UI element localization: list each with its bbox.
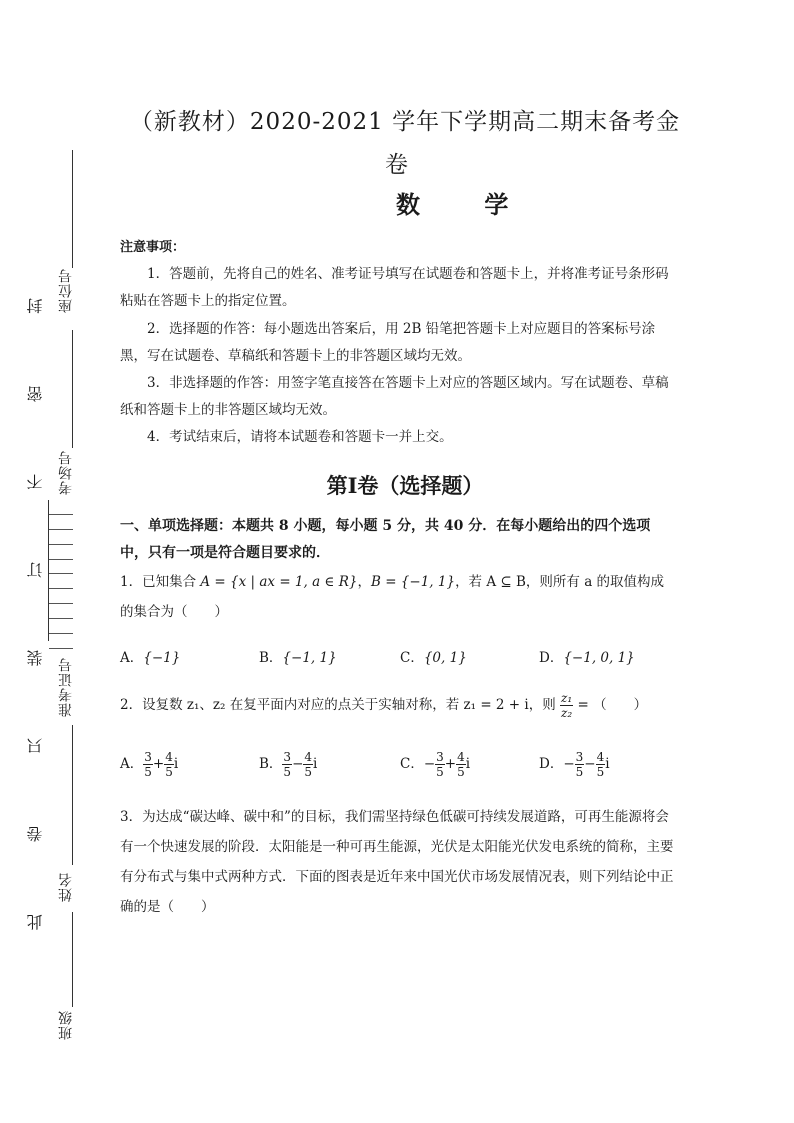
q1-option-d-text: {−1, 0, 1} [563,650,635,666]
q2-option-d-sign: − [563,756,575,772]
seal-char-1: 封 [26,298,45,314]
q1-option-a-label: A． [120,650,144,666]
frac-den: 5 [575,765,584,779]
frac-den: 5 [304,765,313,779]
q2-option-a-op: + [152,756,165,772]
exam-title: （新教材）2020-2021 学年下学期高二期末备考金 [129,109,681,135]
q2-option-d-label: D． [539,756,564,772]
frac-den: 5 [596,765,605,779]
seal-char-2: 密 [26,386,45,402]
q2-option-a-label: A． [120,756,144,772]
frac-num: 4 [596,750,605,764]
q1-option-c-text: {0, 1} [423,650,467,666]
q1-option-d-label: D． [539,650,564,666]
q2-prefix: 2．设复数 z₁、z₂ 在复平面内对应的点关于实轴对称，若 z₁ = 2 + i，则 [120,697,556,713]
margin-line-class [72,912,73,1007]
q2-option-c-frac2 [456,750,466,779]
ticket-number-label: 准考证号 [58,657,74,717]
q2-option-c-sign: − [423,756,436,772]
notice-item-4: 4．考试结束后，请将本试题卷和答题卡一并上交。 [147,429,453,445]
q1-option-a-text: {−1} [143,650,181,666]
frac-den: 5 [457,765,465,779]
q2-option-d-frac1 [575,750,585,779]
margin-line-room [72,330,73,448]
question-1 [120,567,676,627]
frac-num: 4 [304,750,313,764]
q2-option-a [120,750,178,779]
imaginary-unit: i [605,756,610,772]
frac-num: 3 [144,750,152,764]
q1-stem-rest: ，若 A ⊆ B，则所有 a 的取值构成的集合为（ ） [120,574,665,620]
q2-option-b-op: − [292,756,304,772]
seal-char-3: 不 [26,474,45,490]
frac-den: 5 [165,765,173,779]
q1-option-d [539,646,635,666]
seal-char-7: 卷 [26,826,45,842]
q1-prefix: 1．已知集合 [120,574,201,590]
seal-char-5: 装 [26,650,45,666]
seat-number-label: 座位号 [58,268,74,313]
q2-option-d [539,750,610,779]
notice-item-2: 2．选择题的作答：每小题选出答案后，用 2B 铅笔把答题卡上对应题目的答案标号涂黑，写在试题卷、草稿纸和答题卡上的非答题区域均无效。 [120,321,656,364]
section-title: 第Ⅰ卷（选择题） [326,473,484,498]
part1-heading: 一、单项选择题：本题共 8 小题，每小题 5 分，共 40 分．在每小题给出的四个选项中，只有一项是符合题目要求的． [120,518,651,561]
notice-item-3: 3．非选择题的作答：用签字笔直接答在答题卡上对应的答题区域内。写在试题卷、草稿纸和答题卡上的非答题区域均无效。 [120,375,669,418]
q1-option-c-label: C． [400,650,424,666]
ticket-number-grid [48,500,75,641]
q2-suffix: = （ ） [573,697,648,713]
q1-set-a: A = {x | ax = 1, a ∈ R} [200,574,358,590]
imaginary-unit: i [313,756,318,772]
q2-fraction [560,691,573,720]
frac-num: 3 [575,750,584,764]
notice-item-1: 1．答题前，先将自己的姓名、准考证号填写在试题卷和答题卡上，并将准考证号条形码粘贴在答题卡上的指定位置。 [120,266,669,309]
frac-den: 5 [436,765,444,779]
margin-line-seat [72,150,73,268]
frac-num: 3 [283,750,292,764]
q1-sep: ， [357,574,371,590]
q1-option-b-label: B． [259,650,283,666]
imaginary-unit: i [465,756,471,772]
class-label: 班级 [58,1010,74,1040]
question-3: 3．为达成“碳达峰、碳中和”的目标，我们需坚持绿色低碳可持续发展道路，可再生能源将会有一个快速发展的阶段．太阳能是一种可再生能源，光伏是太阳能光伏发电系统的简称，主要有分布式与集中式两种方式．下面的图表是近年来中国光伏市场发展情况表，则下列结论中正确的是（ ） [120,809,674,915]
exam-title-continued: 卷 [385,152,408,178]
q2-frac-den: z₂ [561,706,573,720]
q2-option-d-frac2 [596,750,606,779]
q1-set-b: B = {−1, 1} [370,574,456,590]
q2-option-c-label: C． [400,756,424,772]
q2-option-b-frac1 [282,750,292,779]
seal-char-8: 此 [26,914,45,930]
frac-den: 5 [144,765,152,779]
q2-option-d-op: − [584,756,596,772]
imaginary-unit: i [173,756,179,772]
q1-option-a [120,646,180,666]
q2-option-c [400,750,470,779]
seal-char-6: 只 [26,738,45,754]
q1-option-b-text: {−1, 1} [282,650,337,666]
frac-num: 4 [457,750,465,764]
q2-option-b-label: B． [259,756,283,772]
margin-line-name [72,725,73,865]
q2-option-c-frac1 [435,750,445,779]
notice-heading: 注意事项： [120,240,186,255]
frac-num: 4 [165,750,173,764]
question-2 [120,690,676,720]
name-label: 姓名 [58,872,74,902]
q2-option-a-frac1 [143,750,153,779]
seal-char-4: 订 [26,562,45,578]
q2-option-c-op: + [444,756,457,772]
q2-option-a-frac2 [164,750,174,779]
exam-room-label: 考场号 [58,450,74,495]
q1-option-c [400,646,467,666]
q2-option-b [259,750,317,779]
q1-option-b [259,646,337,666]
q2-option-b-frac2 [303,750,313,779]
frac-num: 3 [436,750,444,764]
subject-title: 数 学 [396,190,537,219]
frac-den: 5 [283,765,292,779]
q2-frac-num: z₁ [561,691,573,705]
